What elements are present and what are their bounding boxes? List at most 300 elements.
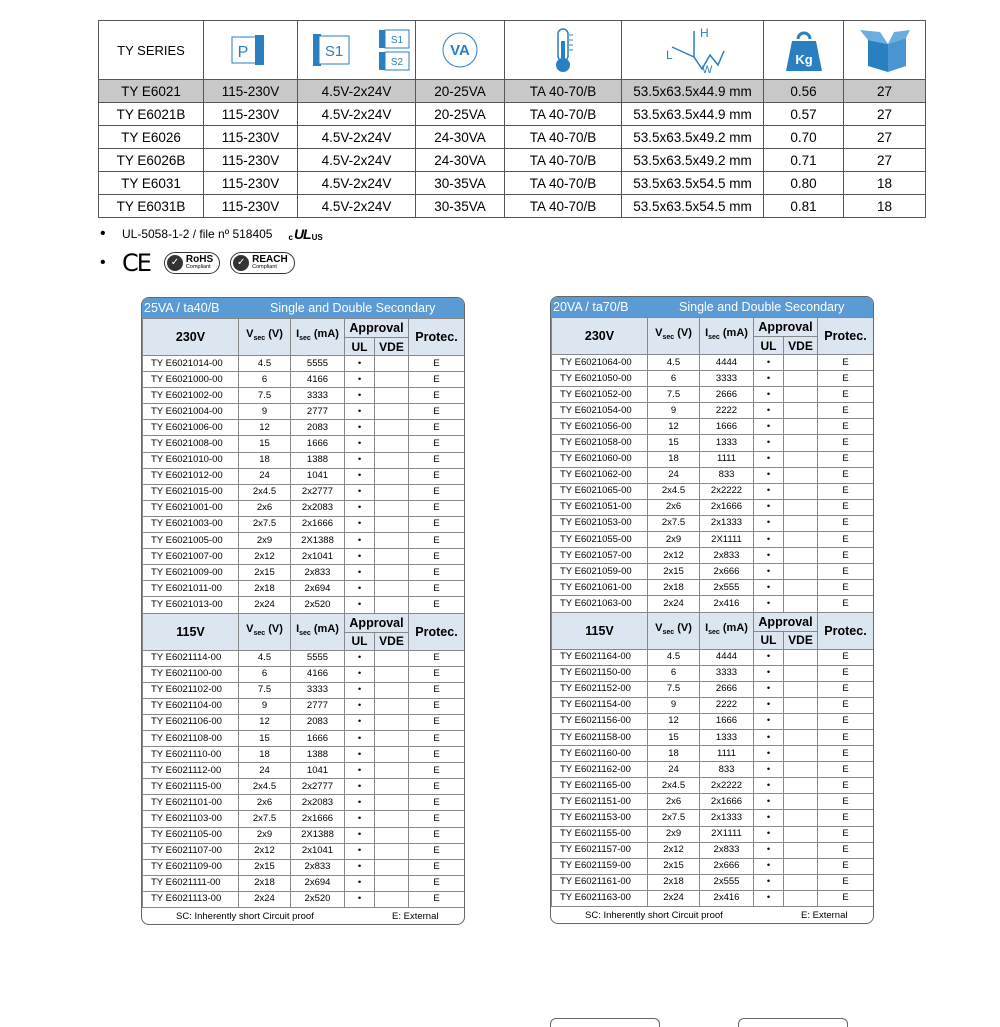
table-cell: • [754,451,784,467]
table-cell [784,890,818,906]
table-row [143,436,465,452]
table-cell: 4.5 [648,649,700,665]
rohs-check-icon: ✓ [167,255,183,271]
table-cell: 0.80 [764,172,844,195]
table-row [143,843,465,859]
table-cell: 2x833 [291,565,345,581]
table-cell: • [754,548,784,564]
table-cell: TY E6021010-00 [143,452,239,468]
bullet-icon: • [100,254,106,271]
table-cell: • [345,549,375,565]
table-cell: • [345,516,375,532]
thermometer-icon [505,21,622,80]
table-cell: • [345,533,375,549]
table-row [143,420,465,436]
table-cell: 7.5 [648,681,700,697]
table-cell: TY E6031B [99,195,204,218]
table-cell: • [345,795,375,811]
ce-mark-icon: CE [122,249,150,277]
table-cell: 15 [239,436,291,452]
reach-badge-icon [230,252,295,274]
vde-header: VDE [375,632,409,650]
table-cell: 2222 [700,697,754,713]
table-cell [784,467,818,483]
table-cell: TY E6021062-00 [552,467,648,483]
table-cell: TY E6021052-00 [552,387,648,403]
table-cell: TY E6021011-00 [143,581,239,597]
table-cell: 2083 [291,714,345,730]
table-cell: • [345,597,375,613]
table-row [552,451,874,467]
table-cell: TY E6021061-00 [552,580,648,596]
table-cell [375,581,409,597]
section-header-row [552,318,874,337]
table-cell: 2X1388 [291,827,345,843]
table-row [552,713,874,729]
table-cell: 15 [239,730,291,746]
table-row [143,650,465,666]
table-cell: • [345,779,375,795]
table-cell [375,875,409,891]
table-cell [375,597,409,613]
series-label: TY SERIES [99,21,204,80]
isec-sub: sec [708,629,720,637]
table-cell: 24 [239,468,291,484]
vsec-unit: (V) [265,622,283,635]
table-cell: • [345,859,375,875]
table-cell: • [754,403,784,419]
table-cell [375,404,409,420]
table-cell: TY E6026 [99,126,204,149]
table-cell [375,533,409,549]
table-cell: • [345,763,375,779]
table-row [552,697,874,713]
table-cell: 2x2222 [700,483,754,499]
table-cell: TY E6021152-00 [552,681,648,697]
table-cell [375,747,409,763]
table-cell: 2x24 [239,891,291,907]
protection-header: Protec. [818,612,874,649]
table-cell [784,419,818,435]
table-cell [375,516,409,532]
protection-header: Protec. [409,613,465,650]
secondary-bottom-label: S2 [390,57,403,68]
table-cell [784,355,818,371]
table-row [552,596,874,612]
table-cell: 24 [648,467,700,483]
table-row [143,747,465,763]
table-cell: TY E6021162-00 [552,762,648,778]
table-cell: E [818,762,874,778]
table-cell: E [818,778,874,794]
table-cell: TY E6021050-00 [552,371,648,387]
table-cell: 2x18 [648,874,700,890]
table-cell: 12 [648,419,700,435]
table-cell: 2x15 [648,564,700,580]
table-cell: E [409,682,465,698]
table-cell [375,827,409,843]
table-row [143,356,465,372]
table-cell: 27 [844,80,926,103]
table-cell: E [409,843,465,859]
table-cell: 0.81 [764,195,844,218]
table-cell: E [409,436,465,452]
table-cell: E [818,564,874,580]
table-row [143,682,465,698]
table-cell: TY E6021157-00 [552,842,648,858]
vsec-header [648,612,700,649]
vsec-sub: sec [662,334,675,342]
table-cell: 15 [648,435,700,451]
culus-c: c [288,233,293,242]
table-cell: E [409,388,465,404]
table-row [552,387,874,403]
table-cell [784,858,818,874]
table-cell [784,826,818,842]
table-cell: 24 [648,762,700,778]
table-row [99,172,926,195]
table-cell: 2777 [291,404,345,420]
vsec-unit: (V) [674,327,692,340]
vsec-header [239,319,291,356]
table-cell: E [409,484,465,500]
table-row [552,665,874,681]
table-cell: TY E6021001-00 [143,500,239,516]
table-cell: E [818,548,874,564]
isec-header [291,613,345,650]
table-cell: 7.5 [239,682,291,698]
panel-subtitle: Single and Double Secondary [270,301,436,315]
series-summary-table [98,20,926,218]
table-cell: E [409,875,465,891]
table-row [552,810,874,826]
isec-symbol: I [296,328,300,341]
table-row [552,499,874,515]
table-cell: 2x2083 [291,795,345,811]
table-cell [784,387,818,403]
weight-kg-icon [764,21,844,80]
vsec-symbol: V [246,622,254,635]
vsec-sub: sec [662,629,675,637]
table-cell [784,403,818,419]
table-cell: 53.5x63.5x44.9 mm [622,103,764,126]
table-cell: • [345,714,375,730]
table-cell [375,763,409,779]
table-cell: TY E6021101-00 [143,795,239,811]
table-cell: E [409,730,465,746]
table-cell: E [818,515,874,531]
table-cell: TY E6021104-00 [143,698,239,714]
table-cell [375,468,409,484]
table-row [143,698,465,714]
table-cell: 2x4.5 [648,483,700,499]
table-cell: 1111 [700,746,754,762]
table-cell: E [818,451,874,467]
table-cell: 2x18 [239,875,291,891]
table-cell: 27 [844,126,926,149]
table-cell [784,596,818,612]
table-cell: 12 [648,713,700,729]
isec-header [700,318,754,355]
table-cell: 2X1111 [700,826,754,842]
vsec-unit: (V) [265,328,283,341]
table-cell: TY E6021160-00 [552,746,648,762]
table-cell: 2x6 [648,794,700,810]
table-cell: TY E6021012-00 [143,468,239,484]
table-cell: 20-25VA [416,80,505,103]
table-cell: TA 40-70/B [505,126,622,149]
table-cell: 2083 [291,420,345,436]
table-cell: TY E6021014-00 [143,356,239,372]
isec-sub: sec [299,630,311,638]
table-cell: • [345,565,375,581]
table-cell: 2x520 [291,597,345,613]
approval-header: Approval [754,318,818,337]
table-cell: 4.5 [239,356,291,372]
isec-sub: sec [299,335,311,343]
table-cell: E [818,532,874,548]
table-cell [784,697,818,713]
table-cell: TY E6021107-00 [143,843,239,859]
table-cell: 2x15 [239,565,291,581]
transformer-variants-table [551,317,874,907]
table-cell: TY E6021009-00 [143,565,239,581]
isec-header [700,612,754,649]
table-cell: • [754,419,784,435]
table-cell [784,874,818,890]
table-cell: 2x694 [291,875,345,891]
table-row [552,649,874,665]
culus-ul: UL [293,226,311,242]
table-cell: 2x24 [648,596,700,612]
table-cell: 2x2083 [291,500,345,516]
isec-unit: (mA) [310,622,339,635]
table-cell: • [754,355,784,371]
va-label: VA [450,42,470,59]
vsec-symbol: V [655,621,663,634]
table-cell: • [345,843,375,859]
table-cell: • [345,666,375,682]
table-cell: E [818,842,874,858]
table-cell [784,580,818,596]
panel-footer [551,907,873,923]
approval-header: Approval [345,613,409,632]
table-cell: • [754,794,784,810]
table-cell: 3333 [291,682,345,698]
table-cell: E [818,371,874,387]
table-cell: 20-25VA [416,103,505,126]
table-row [552,403,874,419]
table-cell: 2x4.5 [648,778,700,794]
table-cell: 115-230V [204,103,298,126]
table-cell [375,891,409,907]
table-cell: 4.5V-2x24V [298,103,416,126]
table-cell: 1388 [291,747,345,763]
table-cell [784,483,818,499]
table-cell: E [409,795,465,811]
table-cell: 27 [844,103,926,126]
table-cell: 24-30VA [416,149,505,172]
table-cell: TY E6021111-00 [143,875,239,891]
table-cell [375,452,409,468]
table-cell [375,436,409,452]
table-cell: 2x833 [700,842,754,858]
table-cell: E [818,697,874,713]
table-cell: 2x9 [239,827,291,843]
table-cell: E [818,890,874,906]
section-voltage: 115V [143,613,239,650]
culus-logo-icon [288,226,322,242]
table-cell: 53.5x63.5x54.5 mm [622,172,764,195]
table-cell: 6 [239,372,291,388]
table-cell: E [409,468,465,484]
box-icon [844,21,926,80]
table-cell: 2222 [700,403,754,419]
table-cell: 0.71 [764,149,844,172]
table-cell: TY E6021 [99,80,204,103]
footer-sc-note: SC: Inherently short Circuit proof [176,910,314,922]
reach-name: REACH [252,254,288,266]
table-cell: TY E6021106-00 [143,714,239,730]
table-cell: E [818,681,874,697]
table-cell: • [754,858,784,874]
approval-header: Approval [754,612,818,631]
table-row [552,794,874,810]
panel-rating: 25VA / ta40/B [144,301,220,315]
table-cell: E [818,713,874,729]
table-cell: E [409,420,465,436]
table-row [143,372,465,388]
table-cell: • [345,581,375,597]
table-cell [784,729,818,745]
table-cell [375,730,409,746]
footer-e-note: E: External [801,909,848,921]
table-cell: • [754,890,784,906]
table-row [552,746,874,762]
table-cell: TY E6021165-00 [552,778,648,794]
table-cell: • [345,388,375,404]
vsec-sub: sec [253,630,266,638]
table-cell [784,810,818,826]
table-cell: 4.5V-2x24V [298,195,416,218]
table-cell: 2x12 [239,549,291,565]
table-cell: • [345,682,375,698]
table-cell: 4.5 [239,650,291,666]
table-cell: 2x1041 [291,549,345,565]
table-cell: E [409,533,465,549]
table-row [143,666,465,682]
panel-footer [142,908,464,924]
table-cell: • [345,484,375,500]
table-row [143,581,465,597]
table-cell: TY E6021100-00 [143,666,239,682]
table-cell: 1666 [700,713,754,729]
table-cell: 2X1111 [700,532,754,548]
dimensions-icon [622,21,764,80]
table-cell: E [409,372,465,388]
table-cell [784,794,818,810]
table-cell: • [754,515,784,531]
table-cell: E [818,858,874,874]
table-cell: 4.5V-2x24V [298,80,416,103]
table-cell: 2x7.5 [648,515,700,531]
table-cell [375,549,409,565]
table-cell: TY E6021150-00 [552,665,648,681]
table-cell: 18 [844,172,926,195]
table-cell: E [818,649,874,665]
table-cell [375,356,409,372]
panel-rating: 20VA / ta70/B [553,300,629,314]
table-cell: 2x833 [700,548,754,564]
table-cell [375,859,409,875]
table-cell: • [754,483,784,499]
table-cell: • [754,778,784,794]
table-row [552,548,874,564]
table-row [143,468,465,484]
table-cell: E [818,580,874,596]
table-row [99,103,926,126]
table-cell: E [409,827,465,843]
table-cell: 7.5 [239,388,291,404]
table-row [143,404,465,420]
reach-check-icon: ✓ [233,255,249,271]
table-cell: 2x12 [648,548,700,564]
bullet-icon: • [100,225,106,242]
table-row [143,714,465,730]
table-cell: E [409,500,465,516]
table-cell: • [754,681,784,697]
table-cell: • [754,649,784,665]
table-cell [784,842,818,858]
table-cell [375,666,409,682]
ul-file-text: UL-5058-1-2 / file nº 518405 [122,227,273,241]
table-cell: • [345,404,375,420]
table-cell: 2x2222 [700,778,754,794]
table-cell: TY E6021057-00 [552,548,648,564]
primary-voltage-icon [204,21,298,80]
table-cell: TY E6021006-00 [143,420,239,436]
table-row [99,149,926,172]
table-cell: 2x6 [239,500,291,516]
footer-e-note: E: External [392,910,439,922]
table-cell: TY E6021002-00 [143,388,239,404]
table-cell: • [345,875,375,891]
table-cell: E [409,565,465,581]
table-row [143,388,465,404]
table-cell: 27 [844,149,926,172]
table-cell: E [818,729,874,745]
table-row [552,532,874,548]
table-cell: • [754,729,784,745]
table-cell: E [409,356,465,372]
table-cell [784,778,818,794]
table-cell: E [818,483,874,499]
table-cell: TY E6021158-00 [552,729,648,745]
table-row [552,483,874,499]
table-cell: TY E6021055-00 [552,532,648,548]
table-cell: 5555 [291,356,345,372]
table-cell: TY E6021102-00 [143,682,239,698]
table-row [143,549,465,565]
table-cell: 1666 [291,436,345,452]
table-cell [784,746,818,762]
table-cell: E [818,665,874,681]
table-cell: 2x416 [700,596,754,612]
table-cell: 115-230V [204,80,298,103]
table-cell: TY E6021159-00 [552,858,648,874]
table-row [143,827,465,843]
table-cell: E [409,747,465,763]
